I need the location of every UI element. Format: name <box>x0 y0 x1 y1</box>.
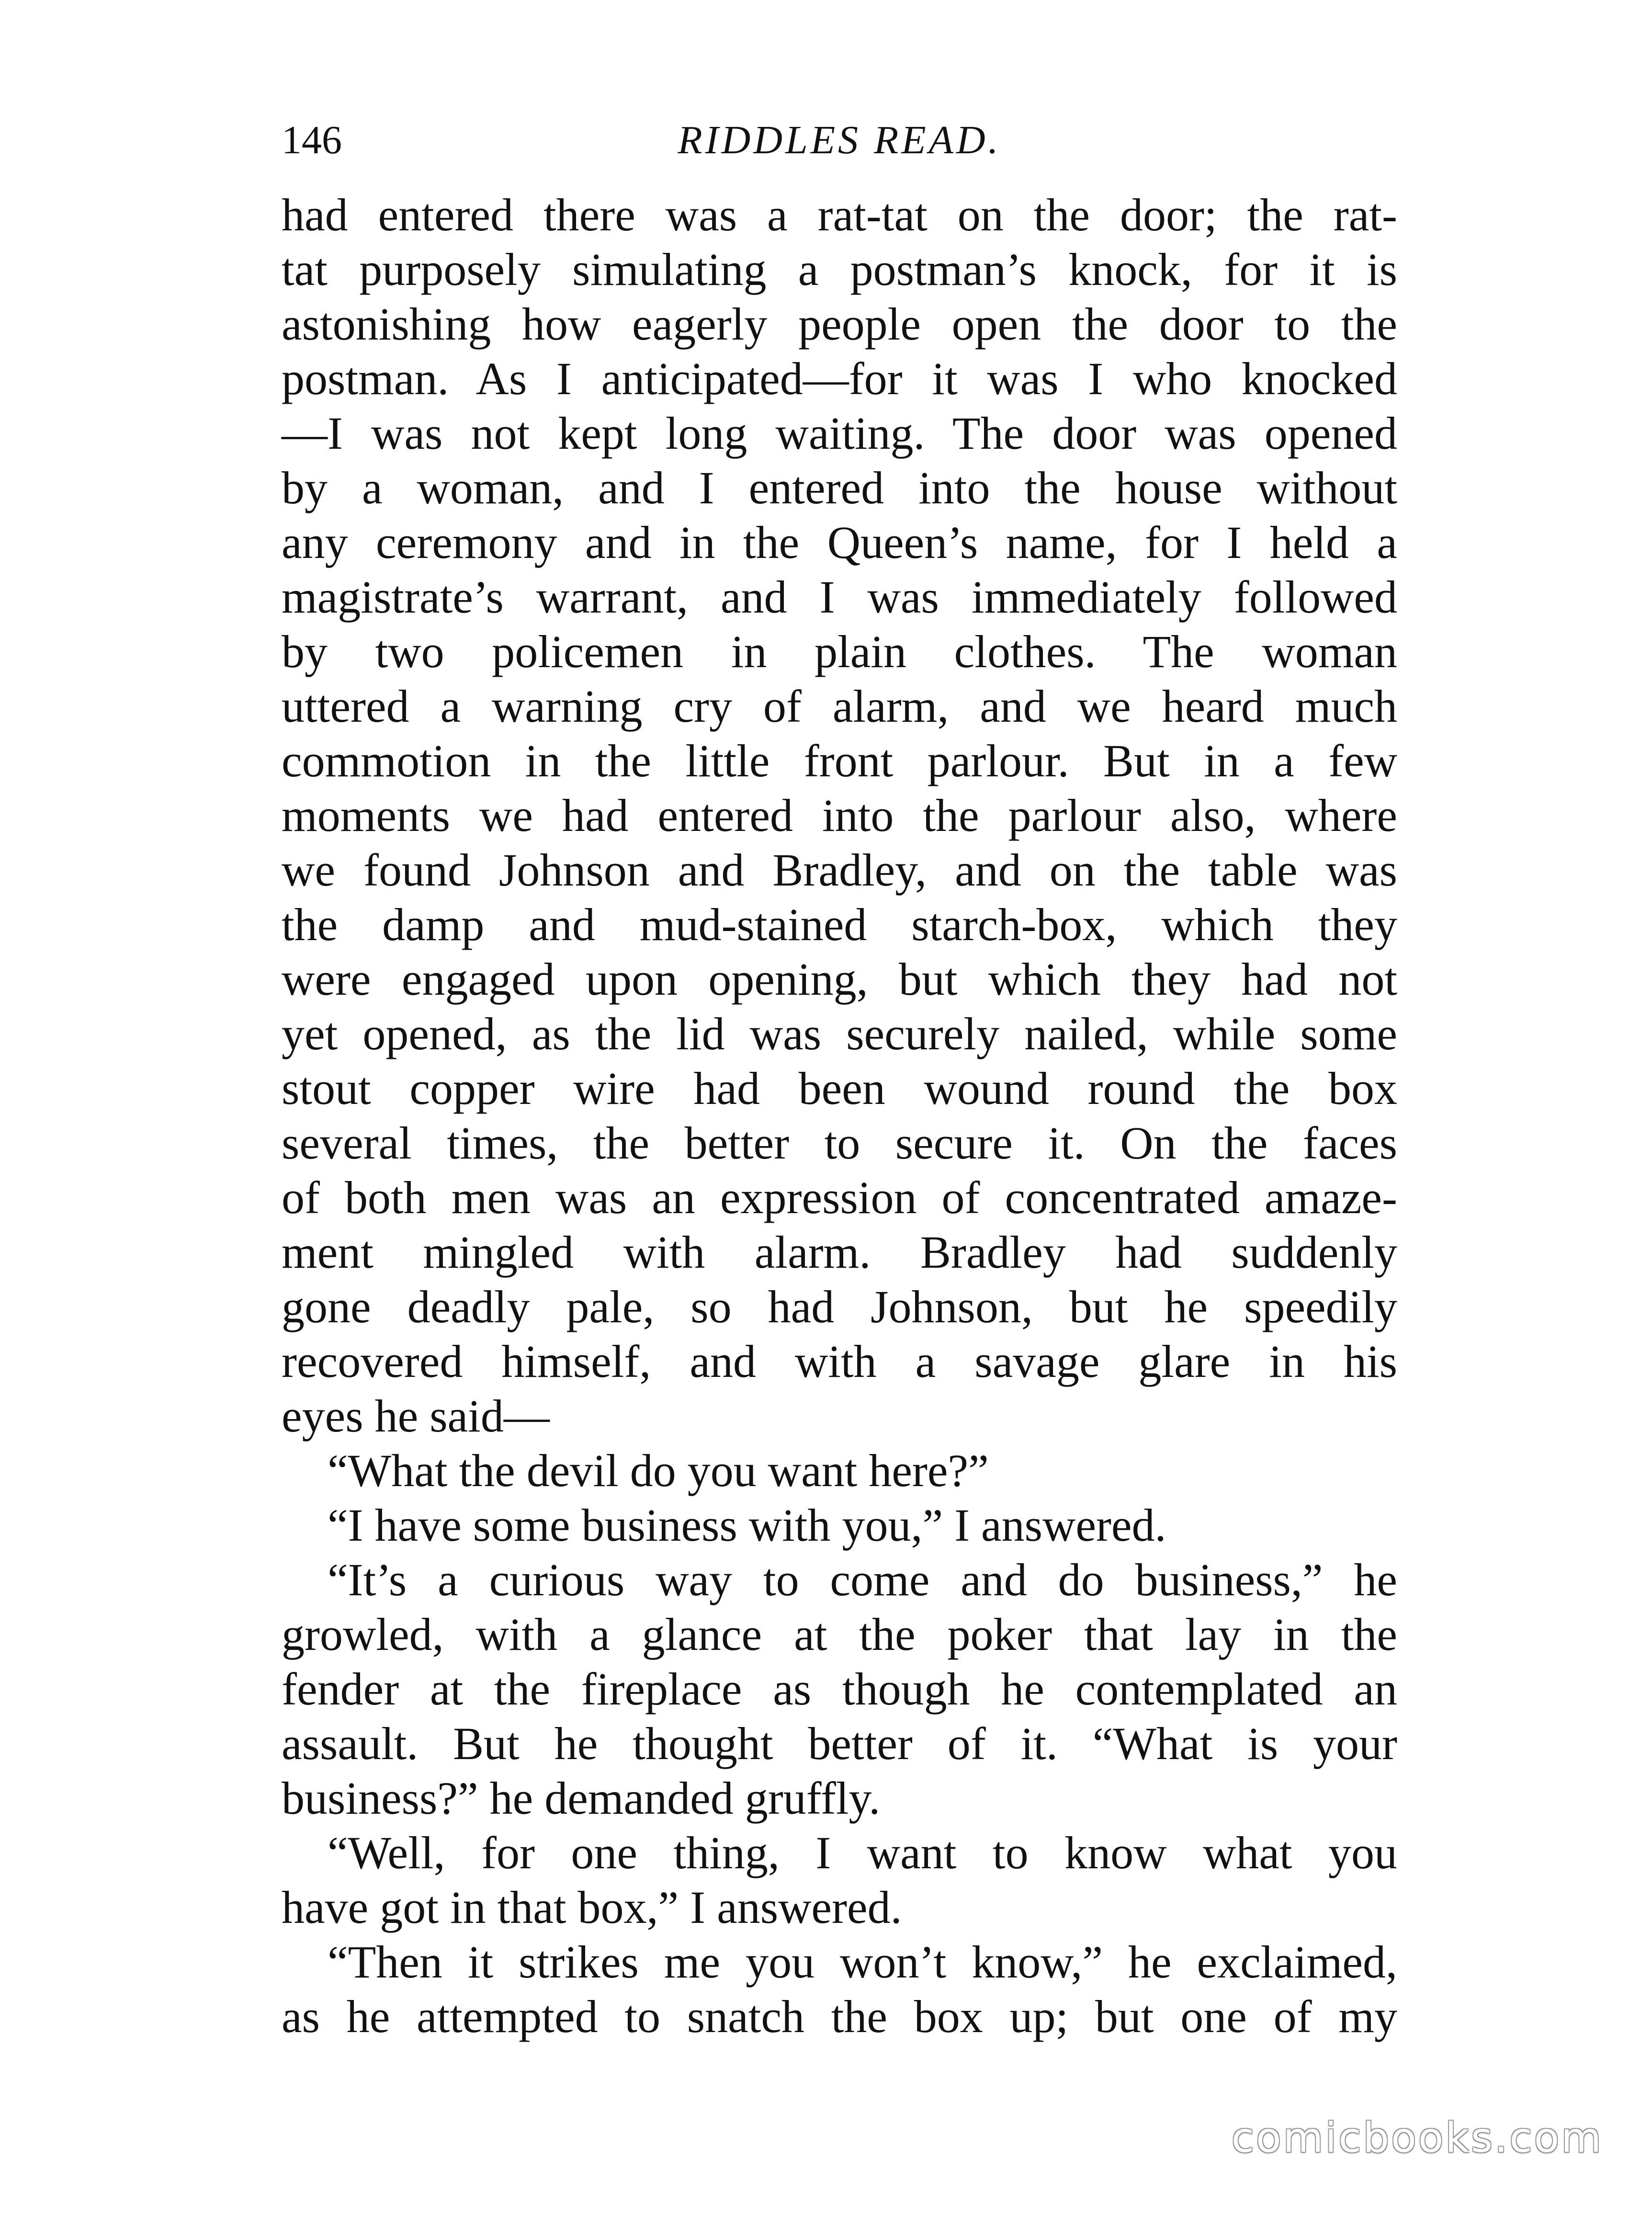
text-line: yet opened, as the lid was securely nailed, while some <box>282 1008 1397 1059</box>
text-line: have got in that box,” I answered. <box>282 1882 902 1933</box>
text-line: stout copper wire had been wound round the box <box>282 1063 1397 1114</box>
running-head <box>282 114 1397 167</box>
text-line: by a woman, and I entered into the house without <box>282 462 1397 513</box>
text-line: business?” he demanded gruffly. <box>282 1773 881 1824</box>
text-line: had entered there was a rat-tat on the door; the rat- <box>282 189 1397 240</box>
text-line: any ceremony and in the Queen’s name, for I held a <box>282 517 1397 568</box>
dialogue-line: “It’s a curious way to come and do business,” he <box>328 1554 1397 1605</box>
text-line: eyes he said— <box>282 1390 550 1442</box>
text-line: as he attempted to snatch the box up; but one of my <box>282 1991 1397 2042</box>
text-line: we found Johnson and Bradley, and on the table was <box>282 844 1397 896</box>
dialogue-line: “What the devil do you want here?” <box>328 1445 989 1496</box>
text-line: fender at the fireplace as though he contemplated an <box>282 1663 1397 1715</box>
text-line: postman. As I anticipated—for it was I who knocked <box>282 353 1397 404</box>
page-number: 146 <box>282 118 342 162</box>
text-line: uttered a warning cry of alarm, and we heard much <box>282 681 1397 732</box>
running-title: RIDDLES READ. <box>678 118 1001 162</box>
text-line: —I was not kept long waiting. The door was opened <box>282 408 1397 459</box>
dialogue-line: “I have some business with you,” I answered. <box>328 1500 1166 1551</box>
text-line: commotion in the little front parlour. But in a few <box>282 735 1397 786</box>
text-line: growled, with a glance at the poker that lay in the <box>282 1609 1397 1660</box>
text-line: several times, the better to secure it. On the faces <box>282 1117 1397 1169</box>
text-line: of both men was an expression of concentrated amaze- <box>282 1172 1397 1223</box>
text-line: the damp and mud-stained starch-box, which they <box>282 899 1397 950</box>
text-line: were engaged upon opening, but which they had not <box>282 954 1397 1005</box>
watermark: comicbooks.com <box>1231 2114 1603 2162</box>
dialogue-line: “Then it strikes me you won’t know,” he exclaimed, <box>328 1936 1397 1988</box>
text-line: moments we had entered into the parlour also, where <box>282 790 1397 841</box>
text-line: assault. But he thought better of it. “What is your <box>282 1718 1397 1769</box>
text-line: astonishing how eagerly people open the door to the <box>282 298 1397 350</box>
dialogue-line: “Well, for one thing, I want to know what you <box>328 1827 1397 1878</box>
text-line: gone deadly pale, so had Johnson, but he speedily <box>282 1281 1397 1332</box>
text-line: magistrate’s warrant, and I was immediately followed <box>282 571 1397 623</box>
text-line: ment mingled with alarm. Bradley had suddenly <box>282 1227 1397 1278</box>
body-text <box>282 188 1397 2044</box>
text-line: tat purposely simulating a postman’s knock, for it is <box>282 244 1397 295</box>
text-line: by two policemen in plain clothes. The woman <box>282 626 1397 677</box>
text-line: recovered himself, and with a savage glare in his <box>282 1336 1397 1387</box>
